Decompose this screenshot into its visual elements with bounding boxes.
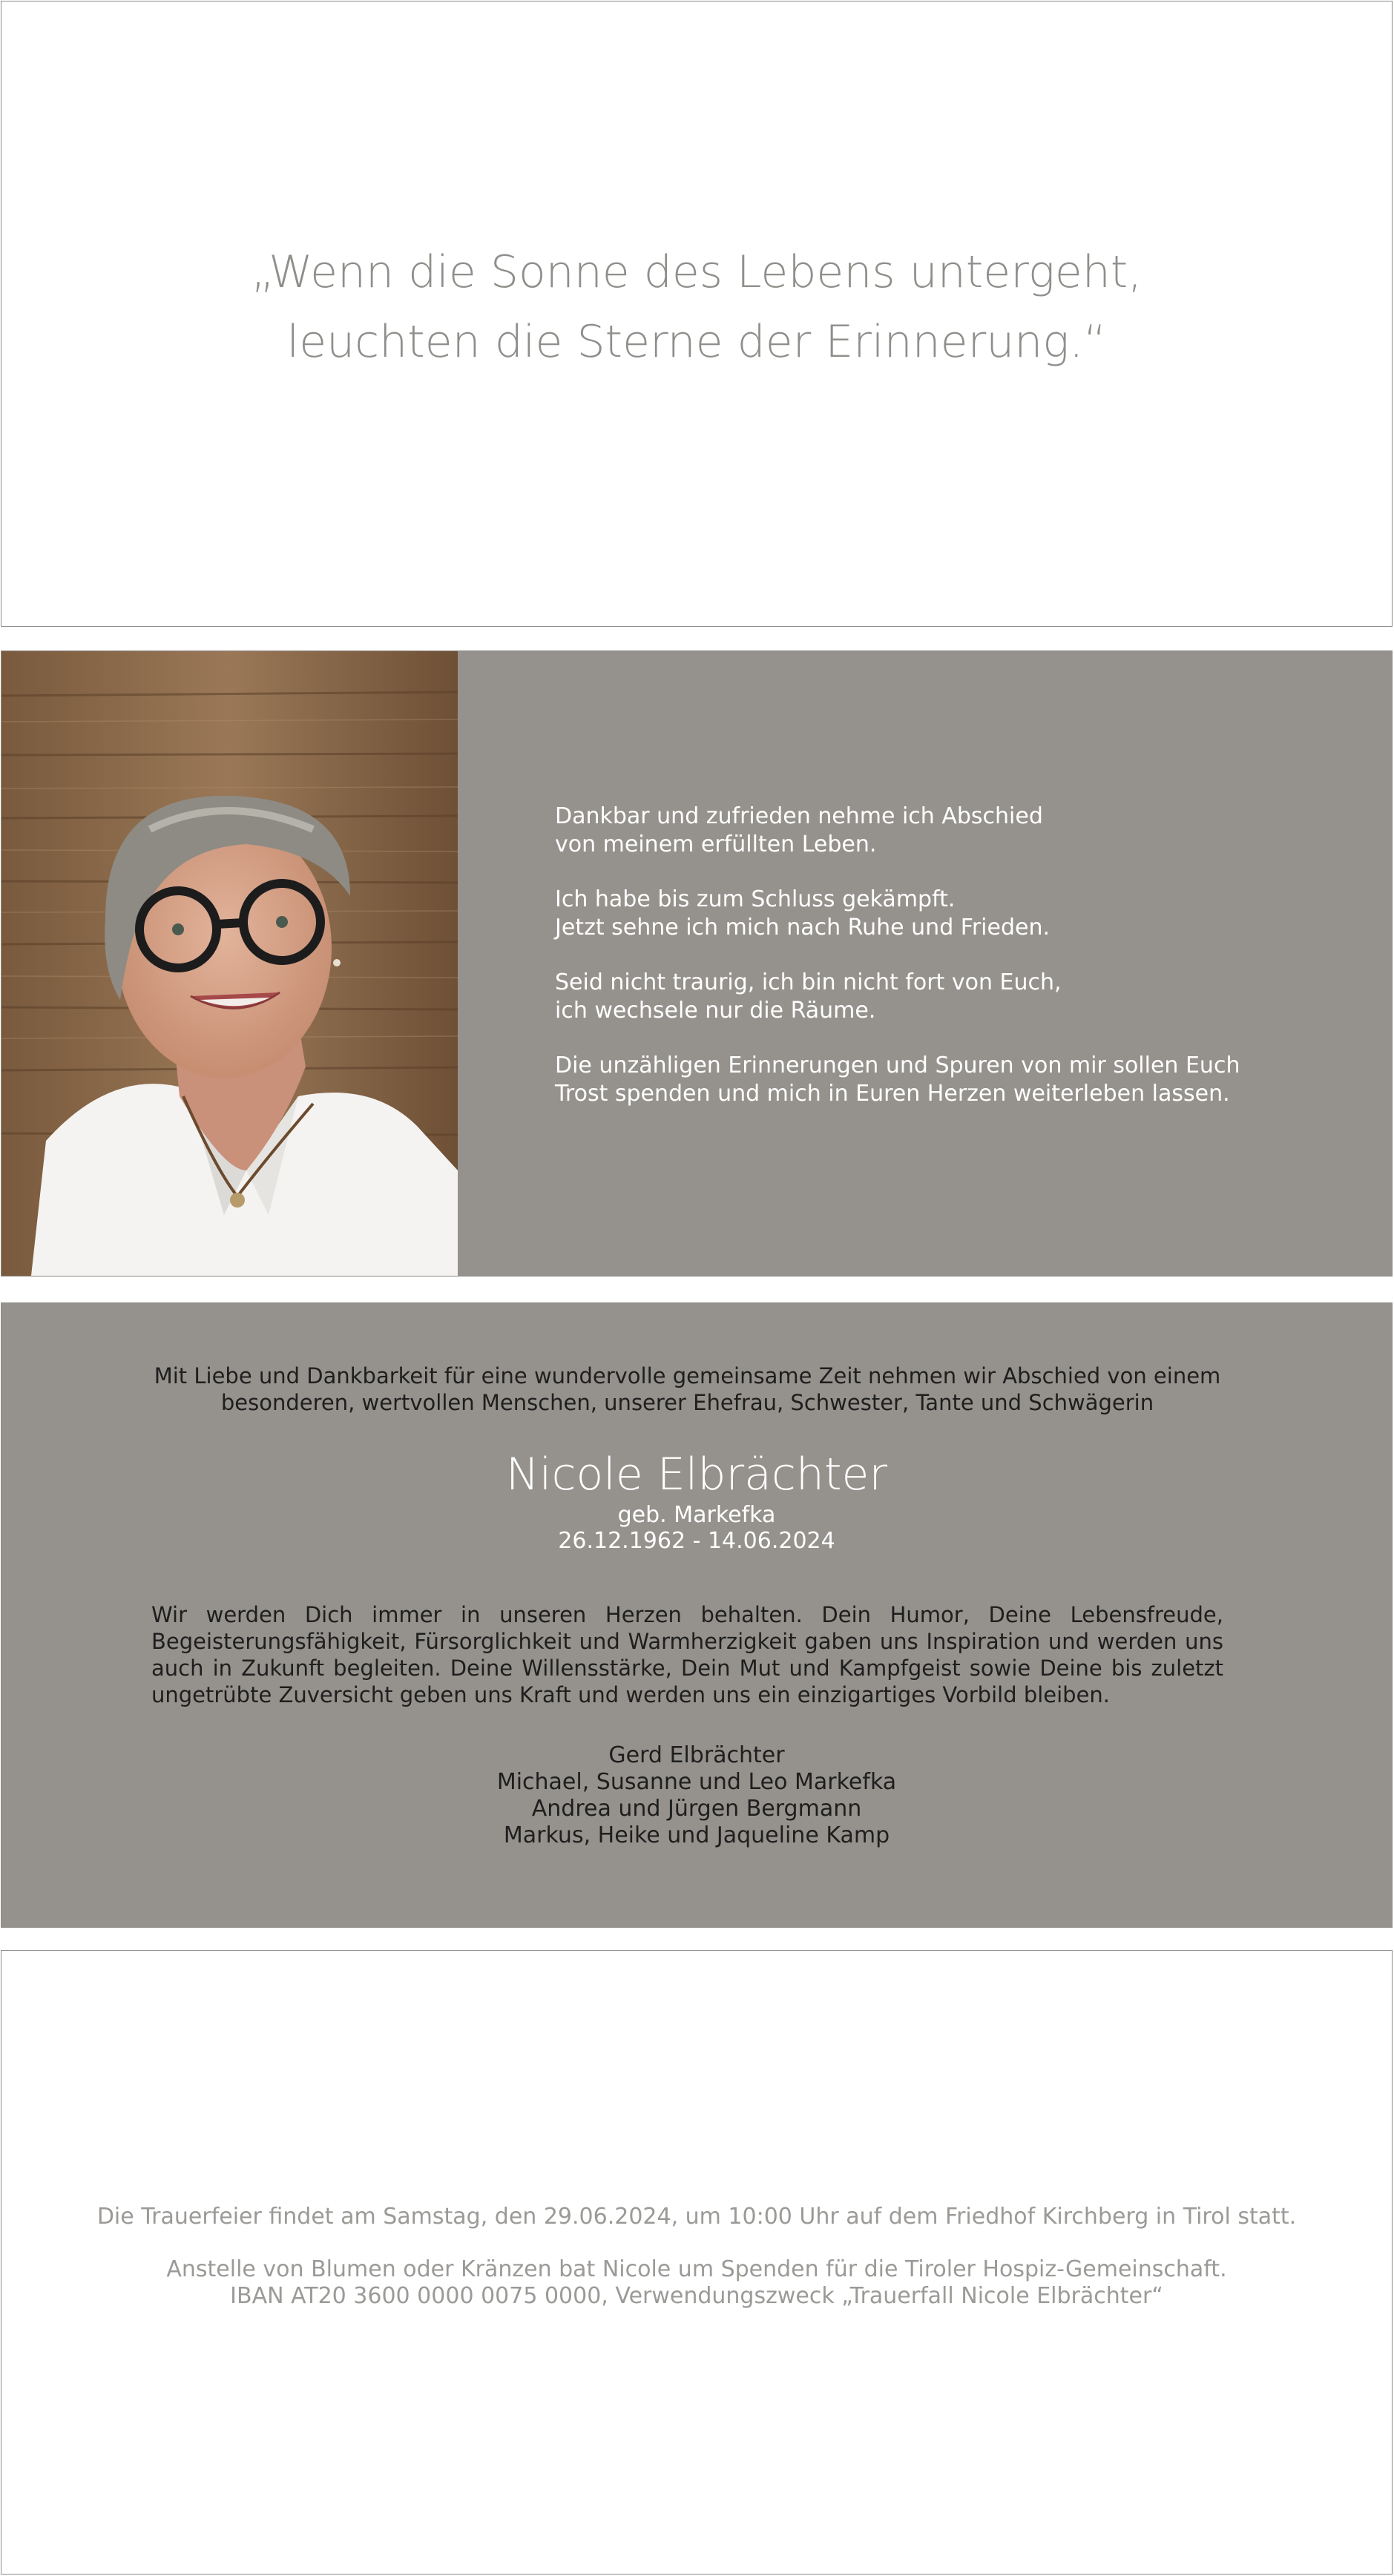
intro-text: Mit Liebe und Dankbarkeit für eine wundervolle gemeinsame Zeit nehmen wir Abschied von einem besonderen, wertvollen Menschen, unserer Ehefrau, Schwester, Tante und Schwägerin	[154, 1363, 1221, 1415]
portrait-photo	[1, 651, 458, 1276]
poem-line: Trost spenden und mich in Euren Herzen weiterleben lassen.	[555, 1081, 1230, 1107]
poem-text	[555, 803, 1240, 1135]
poem-line: Ich habe bis zum Schluss gekämpft.	[555, 886, 956, 912]
poem-line: Die unzähligen Erinnerungen und Spuren von mir sollen Euch	[555, 1053, 1240, 1078]
poem-stanza-3	[555, 969, 1240, 1025]
family-member: Markus, Heike und Jaqueline Kamp	[503, 1822, 890, 1848]
birth-name: geb. Markefka	[617, 1502, 776, 1528]
deceased-name: Nicole Elbrächter	[505, 1449, 888, 1501]
life-dates: 26.12.1962 - 14.06.2024	[558, 1528, 835, 1554]
poem-card	[1, 650, 1393, 1277]
tribute-text: Wir werden Dich immer in unseren Herzen behalten. Dein Humor, Deine Lebensfreude, Begeisterungsfähigkeit, Fürsorglichkeit und Warmherzigkeit gaben uns Inspiration und werden uns auch in Zukunft begleiten. Deine Willensstärke, Dein Mut und Kampfgeist sowie Deine bis zuletzt ungetrübte Zuversicht geben uns Kraft und werden uns ein einzigartiges Vorbild bleiben.	[151, 1602, 1223, 1707]
donation-info: Anstelle von Blumen oder Kränzen bat Nicole um Spenden für die Tiroler Hospiz-Gemeinschaft.	[166, 2256, 1227, 2282]
family-member: Gerd Elbrächter	[608, 1742, 785, 1768]
poem-line: von meinem erfüllten Leben.	[555, 831, 877, 857]
poem-line: Jetzt sehne ich mich nach Ruhe und Frieden.	[555, 915, 1051, 941]
family-member: Michael, Susanne und Leo Markefka	[496, 1769, 897, 1795]
poem-stanza-4	[555, 1052, 1240, 1108]
poem-line: ich wechsele nur die Räume.	[555, 998, 876, 1024]
poem-line: Seid nicht traurig, ich bin nicht fort von Euch,	[555, 969, 1062, 995]
obituary-card	[1, 1302, 1393, 1928]
ceremony-info: Die Trauerfeier findet am Samstag, den 29.06.2024, um 10:00 Uhr auf dem Friedhof Kirchberg in Tirol statt.	[96, 2204, 1297, 2230]
quote-line-1: „Wenn die Sonne des Lebens untergeht,	[251, 246, 1143, 298]
info-card	[1, 1950, 1393, 2575]
family-member: Andrea und Jürgen Bergmann	[531, 1796, 862, 1822]
iban-info: IBAN AT20 3600 0000 0075 0000, Verwendungszweck „Trauerfall Nicole Elbrächter“	[230, 2283, 1163, 2309]
quote-line-2: leuchten die Sterne der Erinnerung.“	[286, 316, 1107, 368]
poem-stanza-1	[555, 803, 1240, 859]
poem-stanza-2	[555, 886, 1240, 942]
family-list	[1, 1742, 1392, 1849]
quote-text	[1, 237, 1392, 377]
quote-card	[1, 1, 1393, 627]
poem-line: Dankbar und zufrieden nehme ich Abschied	[555, 803, 1043, 829]
